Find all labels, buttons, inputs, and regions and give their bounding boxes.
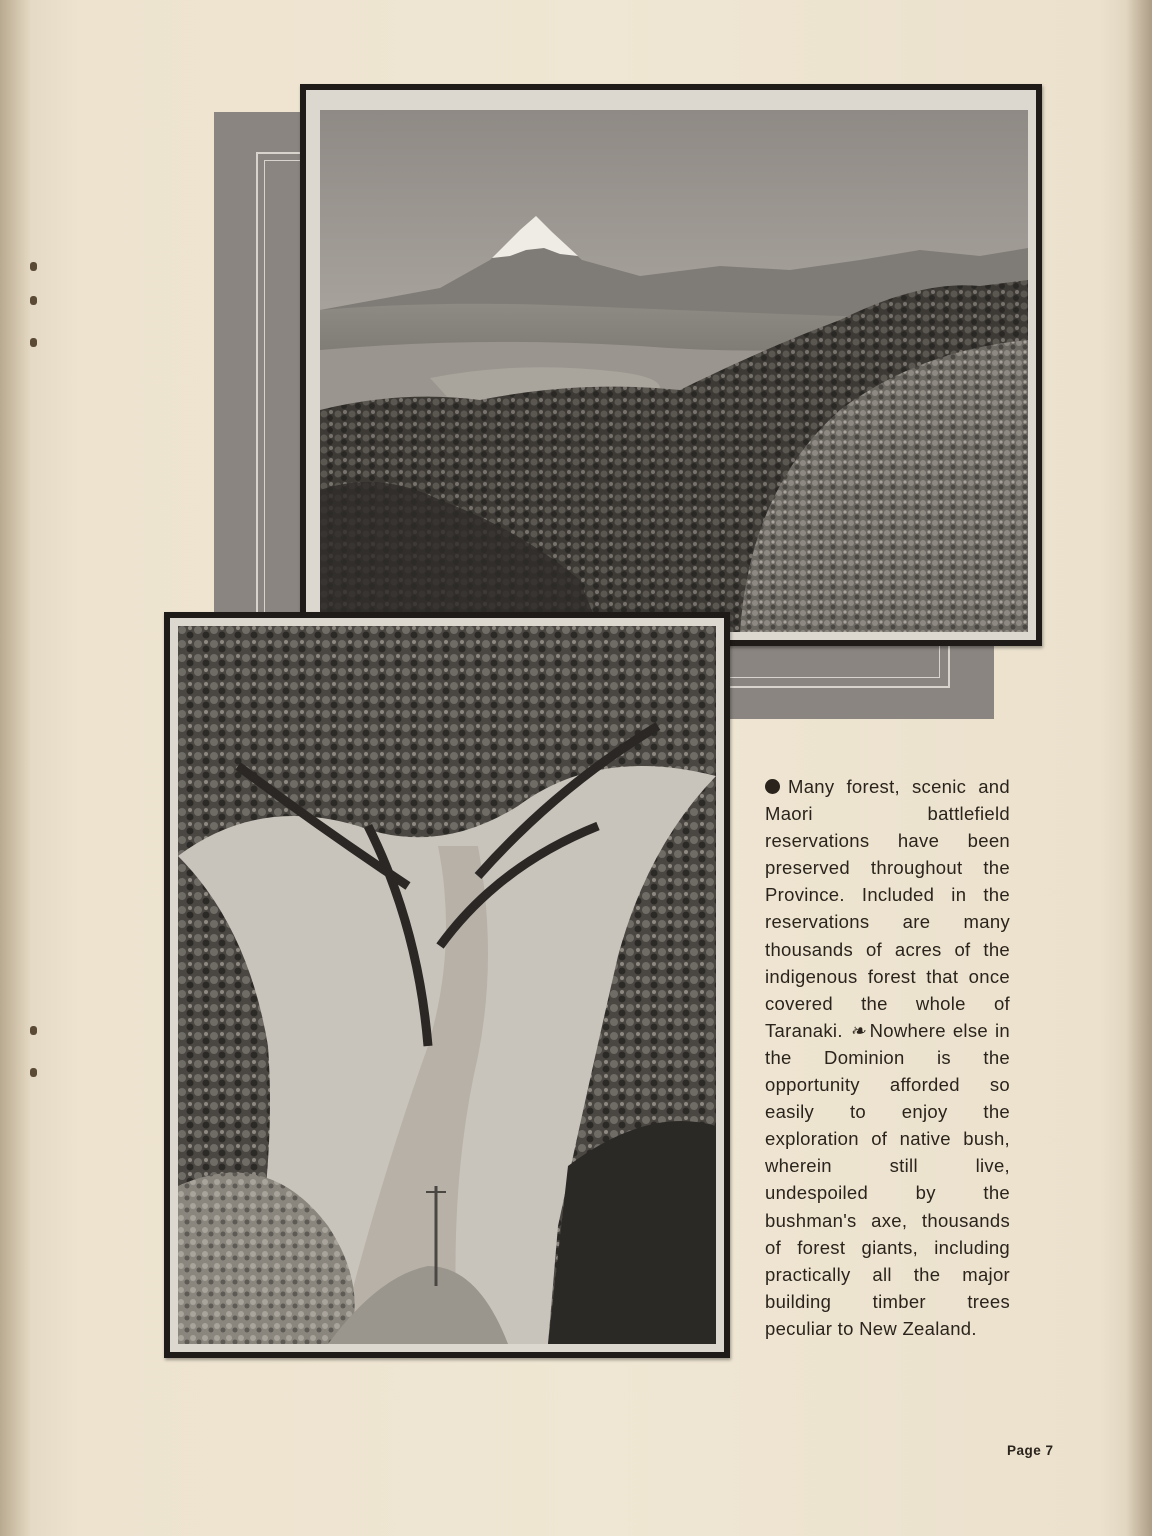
forest-path-photo (178, 626, 716, 1344)
binding-hole (30, 296, 37, 305)
body-paragraph (765, 773, 1010, 1342)
mountain-landscape-photo (320, 110, 1028, 632)
page-edge-shadow (1126, 0, 1152, 1536)
binding-hole (30, 338, 37, 347)
ornamental-flourish-icon: ❧ (849, 1019, 866, 1041)
mountain-landscape-icon (320, 110, 1028, 632)
binding-hole (30, 1026, 37, 1035)
filled-circle-bullet-icon (765, 779, 780, 794)
paragraph-reservations: Many forest, scenic and Maori battlefield reservations have been preserved throughout the Province. Included in the reservations are many thousands of acres of the indigenous forest that once covered the whole of Taranaki. (765, 776, 1010, 1041)
binding-hole (30, 262, 37, 271)
page-number: Page 7 (1007, 1443, 1054, 1458)
forest-path-icon (178, 626, 716, 1344)
binding-spine (0, 0, 30, 1536)
paragraph-native-bush: Nowhere else in the Dominion is the opportunity afforded so easily to enjoy the exploration of native bush, wherein still live, undespoiled by the bushman's axe, thousands of forest giants, including practically all the major building timber trees peculiar to New Zealand. (765, 1019, 1010, 1339)
binding-hole (30, 1068, 37, 1077)
